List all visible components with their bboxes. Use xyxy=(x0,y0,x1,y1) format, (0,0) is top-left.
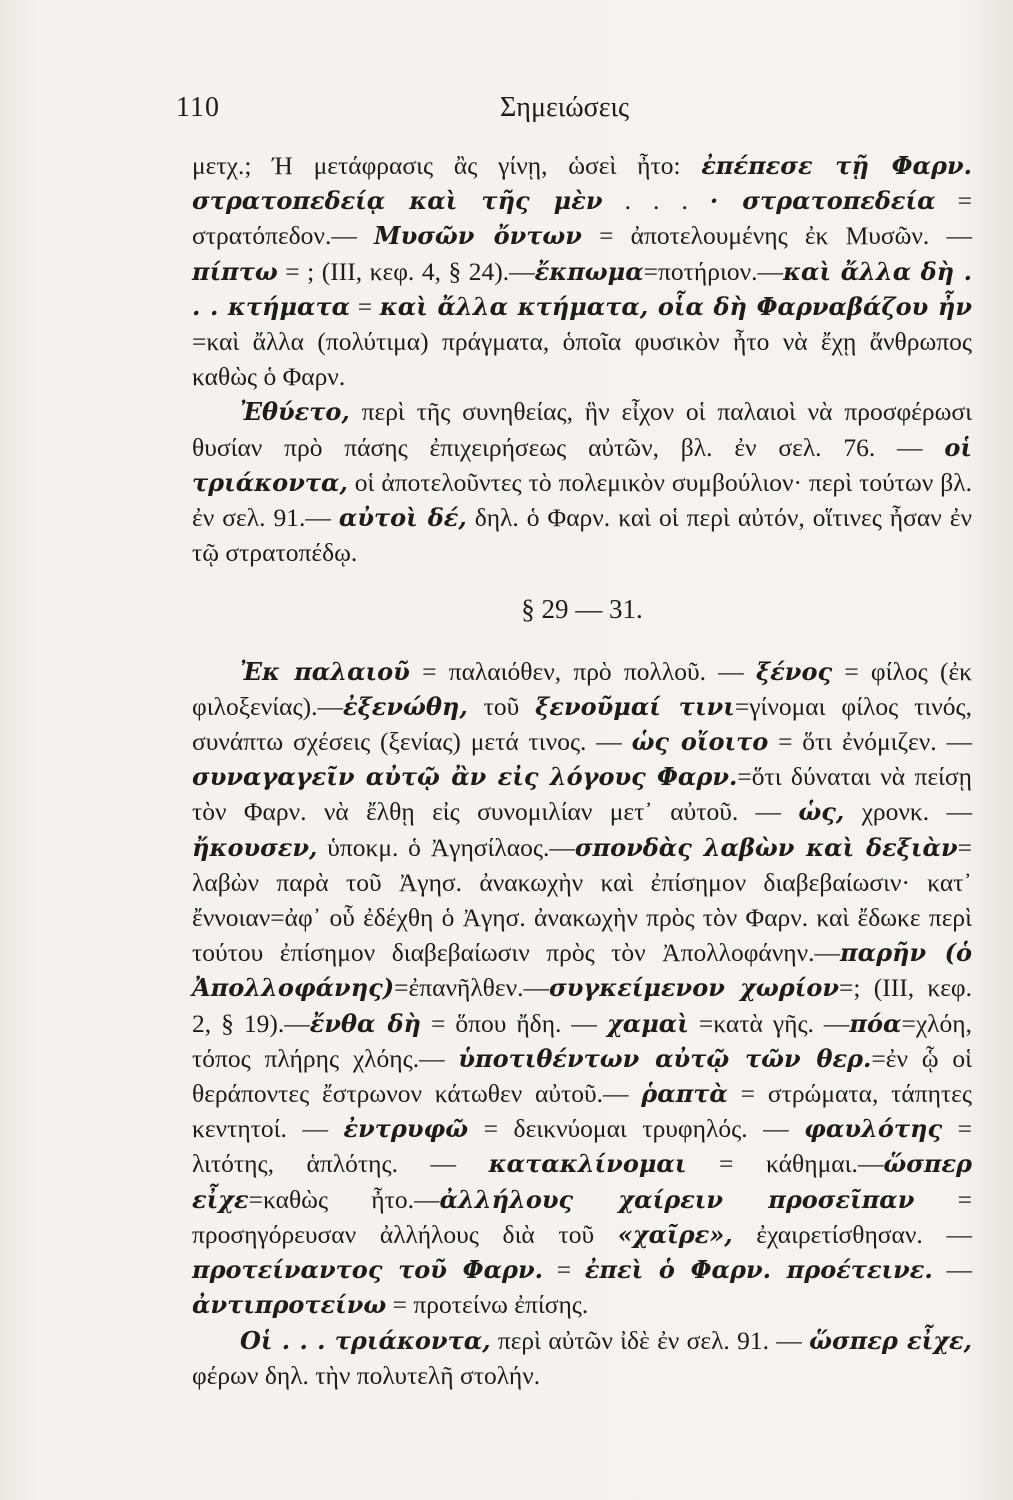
paragraph xyxy=(192,148,972,394)
lemma-term: φαυλότης xyxy=(804,1114,943,1144)
gloss-text: = λιτότης, ἁπλότης. — xyxy=(192,1114,972,1179)
gloss-text: = δεικνύομαι τρυφηλός. — xyxy=(468,1114,805,1144)
lemma-term: συναγαγεῖν αὐτῷ ἂν εἰς λόγους Φαρν. xyxy=(192,762,738,792)
gloss-text: = ὅπου ἤδη. — xyxy=(420,1008,607,1038)
gloss-text: = λαβὼν παρὰ τοῦ Ἀγησ. ἀνακωχὴν καὶ ἐπίσημον διαβεβαίωσιν· κατ᾽ ἔννοιαν=ἀφ᾽ οὗ ἐδέχθη ὁ Ἀγησ. ἀνακωχὴν πρὸς τὸν Φαρν. καὶ ἔδωκε περὶ τούτου ἐπίσημον διαβεβαίωσιν πρὸς τὸν Ἀπολλοφάνην.— xyxy=(192,832,972,968)
gloss-text: = ; (III, κεφ. 4, § 24).— xyxy=(277,256,535,286)
lemma-term: σπονδὰς λαβὼν καὶ δεξιὰν xyxy=(574,832,958,862)
gloss-text: ὑποκμ. ὁ Ἀγησίλαος.— xyxy=(317,832,575,862)
gloss-text: = προτείνω ἐπίσης. xyxy=(386,1290,589,1320)
gloss-text: φέρων δηλ. τὴν πολυτελῆ στολήν. xyxy=(192,1360,541,1390)
gloss-text: μετχ.; Ή μετάφρασις ἂς γίνῃ, ὡσεὶ ἦτο: xyxy=(192,151,702,180)
lemma-term: ὥσπερ εἶχε, xyxy=(809,1325,972,1355)
lemma-term: ἤκουσεν, xyxy=(192,832,318,862)
gloss-text: = στρατόπεδον.— xyxy=(192,186,973,251)
gloss-text: =; (III, κεφ. 2, § 19).— xyxy=(192,973,972,1038)
gloss-text: =ἐπανῆλθεν.— xyxy=(394,973,550,1003)
lemma-term: καὶ ἄλλα κτήματα, οἷα δὴ Φαρναβάζου ἦν xyxy=(379,291,973,321)
lemma-term: ἐξενώθη, xyxy=(342,691,468,721)
gloss-text: — xyxy=(932,1255,972,1285)
gloss-text: = στρώματα, τάπητες κεντητοί. — xyxy=(192,1079,972,1144)
lemma-term: οἱ τριάκοντα, xyxy=(192,432,972,497)
gloss-text: ἐχαιρετίσθησαν. — xyxy=(732,1219,972,1249)
gloss-text: =καὶ ἄλλα (πολύτιμα) πράγματα, ὁποῖα φυσικὸν ἦτο νὰ ἔχῃ ἄνθρωπος καθὼς ὁ Φαρν. xyxy=(192,327,972,392)
lemma-term: αὐτοὶ δέ, xyxy=(338,503,467,533)
page-number: 110 xyxy=(176,92,220,123)
lemma-term: ἐπεὶ ὁ Φαρν. προέτεινε. xyxy=(584,1255,933,1285)
gloss-text: . . . xyxy=(602,186,710,216)
lemma-term: συγκείμενον χωρίον xyxy=(549,973,839,1003)
gloss-text: = ὅτι ἐνόμιζεν. — xyxy=(768,727,972,757)
lemma-term: Ἐκ παλαιοῦ xyxy=(240,656,410,686)
gloss-text: = xyxy=(543,1255,585,1285)
gloss-text: οἱ ἀποτελοῦντες τὸ πολεμικὸν συμβούλιον· περὶ τούτων βλ. ἐν σελ. 91.— xyxy=(192,467,972,533)
gloss-text: χρονκ. — xyxy=(844,797,972,827)
gloss-text: = φίλος (ἐκ φιλοξενίας).— xyxy=(192,656,973,721)
gloss-text: = ἀποτελουμένης ἐκ Μυσῶν. — xyxy=(581,221,972,251)
gloss-text: =ἐν ᾧ οἱ θεράποντες ἔστρωνον κάτωθεν αὐτοῦ.— xyxy=(192,1043,972,1109)
lemma-term: ῥαπτὰ xyxy=(641,1079,728,1109)
section-heading: § 29 — 31. xyxy=(521,594,643,625)
running-head: Σημειώσεις xyxy=(500,92,630,123)
lemma-term: παρῆν (ὁ Ἀπολλοφάνης) xyxy=(192,938,972,1003)
lemma-term: ξένος xyxy=(756,656,833,686)
lemma-term: χαμαὶ xyxy=(606,1008,689,1038)
paragraph xyxy=(192,394,972,570)
gloss-text: δηλ. ὁ Φαρν. καὶ οἱ περὶ αὐτόν, οἵτινες ἦσαν ἐν τῷ στρατοπέδῳ. xyxy=(192,503,973,568)
gloss-text: =ποτήριον.— xyxy=(643,256,783,286)
gloss-text: = xyxy=(350,291,380,321)
lemma-term: «χαῖρε», xyxy=(617,1219,733,1249)
lemma-term: πόα xyxy=(849,1008,902,1038)
lemma-term: ἀντιπροτείνω xyxy=(192,1290,387,1320)
lemma-term: ἀλλήλους χαίρειν προσεῖπαν xyxy=(439,1184,915,1214)
lemma-term: Μυσῶν ὄντων xyxy=(374,221,582,251)
lemma-term: ὑποτιθέντων αὐτῷ τῶν θερ. xyxy=(458,1043,872,1073)
gloss-text: περὶ αὐτῶν ἰδὲ ἐν σελ. 91. — xyxy=(490,1325,810,1355)
paragraph xyxy=(192,1323,972,1393)
lemma-term: · στρατοπεδεία xyxy=(709,186,936,216)
gloss-text: =κατὰ γῆς. — xyxy=(688,1008,850,1038)
page-header xyxy=(0,92,1013,132)
gloss-text: =καθὼς ἦτο.— xyxy=(248,1184,440,1214)
lemma-term: ἔκπωμα xyxy=(534,256,644,286)
gloss-text: = παλαιόθεν, πρὸ πολλοῦ. — xyxy=(409,656,756,686)
gloss-text: =ὅτι δύναται νὰ πείσῃ τὸν Φαρν. νὰ ἔλθῃ εἰς συνομιλίαν μετ᾽ αὐτοῦ. — xyxy=(192,762,972,827)
gloss-text: =γίνομαι φίλος τινός, συνάπτω σχέσεις (ξενίας) μετά τινος. — xyxy=(192,691,972,757)
paragraph xyxy=(192,654,972,1323)
gloss-text: = προσηγόρευσαν ἀλλήλους διὰ τοῦ xyxy=(192,1184,972,1249)
lemma-term: ξενοῦμαί τινι xyxy=(535,691,735,721)
lemma-term: Ἐθύετο, xyxy=(240,397,350,427)
lemma-term: καὶ ἄλλα δὴ . . . κτήματα xyxy=(192,256,972,321)
lemma-term: ὥσπερ εἶχε xyxy=(192,1149,973,1214)
gloss-text: τοῦ xyxy=(467,691,536,721)
gloss-text: = κάθημαι.— xyxy=(686,1149,884,1179)
lemma-term: προτείναντος τοῦ Φαρν. xyxy=(192,1255,543,1285)
gloss-text: =χλόη, τόπος πλήρης χλόης.— xyxy=(192,1008,972,1073)
lemma-term: ὡς οἴοιτο xyxy=(631,727,769,757)
lemma-term: ὡς, xyxy=(798,797,845,827)
lemma-term: κατακλίνομαι xyxy=(488,1149,687,1179)
lemma-term: Οἱ . . . τριάκοντα, xyxy=(240,1325,491,1355)
lemma-term: ἐπέπεσε τῇ Φαρν. στρατοπεδείᾳ καὶ τῆς μὲν xyxy=(192,151,972,216)
lemma-term: ἐντρυφῶ xyxy=(343,1114,469,1144)
lemma-term: πίπτω xyxy=(192,256,278,286)
gloss-text: περὶ τῆς συνηθείας, ἣν εἶχον οἱ παλαιοὶ νὰ προσφέρωσι θυσίαν πρὸ πάσης ἐπιχειρήσεως αὐτῶν, βλ. ἐν σελ. 76. — xyxy=(192,397,972,462)
body-text xyxy=(192,148,972,1393)
lemma-term: ἔνθα δὴ xyxy=(309,1008,421,1038)
